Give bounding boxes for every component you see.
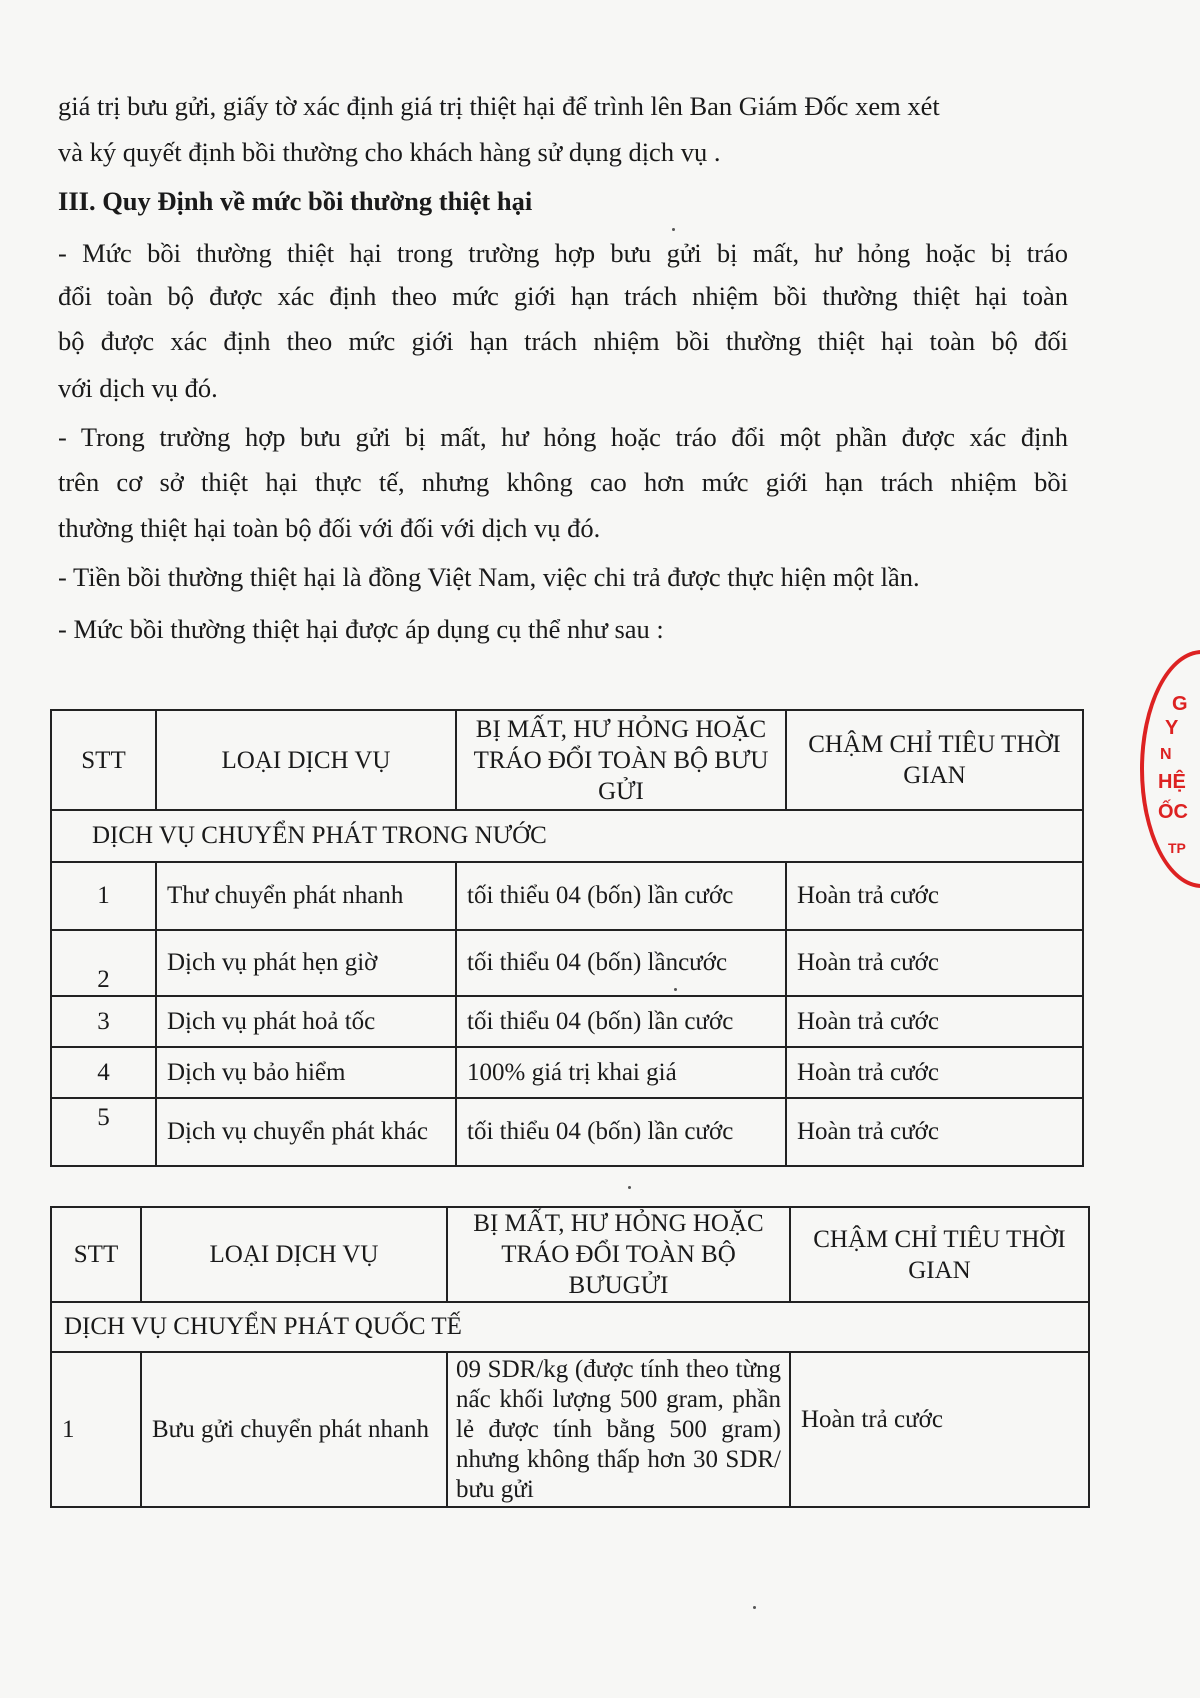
table-header-row [51, 710, 1083, 810]
header-service-type: LOẠI DỊCH VỤ [156, 710, 456, 810]
seal-fragment: ỐC [1158, 801, 1188, 823]
delay-compensation: Hoàn trả cước [790, 1352, 1089, 1507]
paragraph-line: đổi toàn bộ được xác định theo mức giới hạn trách nhiệm bồi thường thiệt hại toàn [58, 281, 1068, 311]
paragraph-line: thường thiệt hại toàn bộ đối với đối với dịch vụ đó. [58, 513, 601, 543]
service-name: Dịch vụ chuyển phát khác [156, 1098, 456, 1166]
table-row [51, 930, 1083, 996]
delay-compensation: Hoàn trả cước [786, 1047, 1083, 1098]
scan-speck [753, 1606, 756, 1609]
paragraph-line: - Mức bồi thường thiệt hại trong trường hợp bưu gửi bị mất, hư hỏng hoặc bị tráo [58, 238, 1068, 268]
section-domestic: DỊCH VỤ CHUYỂN PHÁT TRONG NƯỚC [51, 810, 1083, 862]
loss-compensation: 100% giá trị khai giá [456, 1047, 786, 1098]
service-name: Dịch vụ phát hoả tốc [156, 996, 456, 1047]
domestic-compensation-table [50, 709, 1084, 1167]
loss-compensation: tối thiểu 04 (bốn) lần cước [456, 862, 786, 930]
table-header-row [51, 1207, 1089, 1302]
row-number: 1 [51, 862, 156, 930]
paragraph-line: - Mức bồi thường thiệt hại được áp dụng cụ thể như sau : [58, 614, 664, 644]
paragraph-line: giá trị bưu gửi, giấy tờ xác định giá trị thiệt hại để trình lên Ban Giám Đốc xem xét [58, 91, 940, 121]
paragraph-line: với dịch vụ đó. [58, 373, 218, 403]
service-name: Bưu gửi chuyển phát nhanh [141, 1352, 447, 1507]
seal-fragment: HỆ [1158, 771, 1186, 793]
table-row [51, 996, 1083, 1047]
delay-compensation: Hoàn trả cước [786, 930, 1083, 996]
section-heading: III. Quy Định về mức bồi thường thiệt hại [58, 186, 533, 216]
loss-compensation: tối thiểu 04 (bốn) lần cước [456, 996, 786, 1047]
service-name: Thư chuyển phát nhanh [156, 862, 456, 930]
row-number: 3 [51, 996, 156, 1047]
header-service-type: LOẠI DỊCH VỤ [141, 1207, 447, 1302]
paragraph-line: trên cơ sở thiệt hại thực tế, nhưng không cao hơn mức giới hạn trách nhiệm bồi [58, 467, 1068, 497]
scan-speck [674, 988, 677, 991]
table-section-row [51, 1302, 1089, 1352]
row-number: 5 [51, 1098, 156, 1166]
service-name: Dịch vụ bảo hiểm [156, 1047, 456, 1098]
paragraph-line: bộ được xác định theo mức giới hạn trách nhiệm bồi thường thiệt hại toàn bộ đối [58, 326, 1068, 356]
table-section-row [51, 810, 1083, 862]
seal-fragment: N [1160, 746, 1172, 763]
header-delay: CHẬM CHỈ TIÊU THỜI GIAN [786, 710, 1083, 810]
delay-compensation: Hoàn trả cước [786, 996, 1083, 1047]
delay-compensation: Hoàn trả cước [786, 1098, 1083, 1166]
header-loss-damage: BỊ MẤT, HƯ HỎNG HOẶC TRÁO ĐỔI TOÀN BỘ BƯUGỬI [447, 1207, 790, 1302]
seal-fragment: TP [1168, 840, 1186, 856]
scan-speck [628, 1186, 631, 1189]
header-stt: STT [51, 1207, 141, 1302]
international-compensation-table [50, 1206, 1090, 1508]
loss-compensation: tối thiểu 04 (bốn) lầncước [456, 930, 786, 996]
loss-compensation: 09 SDR/kg (được tính theo từng nấc khối lượng 500 gram, phần lẻ được tính bằng 500 gram) nhưng không thấp hơn 30 SDR/ bưu gửi [447, 1352, 790, 1507]
paragraph-line: - Tiền bồi thường thiệt hại là đồng Việt Nam, việc chi trả được thực hiện một lần. [58, 562, 920, 592]
seal-fragment: Y [1165, 717, 1179, 739]
section-international: DỊCH VỤ CHUYỂN PHÁT QUỐC TẾ [51, 1302, 1089, 1352]
seal-fragment: G [1172, 693, 1188, 715]
table-row [51, 1098, 1083, 1166]
paragraph-line: - Trong trường hợp bưu gửi bị mất, hư hỏng hoặc tráo đổi một phần được xác định [58, 422, 1068, 452]
scan-speck [672, 228, 675, 231]
header-loss-damage: BỊ MẤT, HƯ HỎNG HOẶC TRÁO ĐỔI TOÀN BỘ BƯU GỬI [456, 710, 786, 810]
table-row [51, 862, 1083, 930]
loss-compensation: tối thiểu 04 (bốn) lần cước [456, 1098, 786, 1166]
table-row [51, 1047, 1083, 1098]
row-number: 4 [51, 1047, 156, 1098]
row-number: 2 [51, 930, 156, 996]
delay-compensation: Hoàn trả cước [786, 862, 1083, 930]
row-number: 1 [51, 1352, 141, 1507]
header-delay: CHẬM CHỈ TIÊU THỜI GIAN [790, 1207, 1089, 1302]
service-name: Dịch vụ phát hẹn giờ [156, 930, 456, 996]
table-row [51, 1352, 1089, 1507]
paragraph-line: và ký quyết định bồi thường cho khách hàng sử dụng dịch vụ . [58, 137, 721, 167]
header-stt: STT [51, 710, 156, 810]
